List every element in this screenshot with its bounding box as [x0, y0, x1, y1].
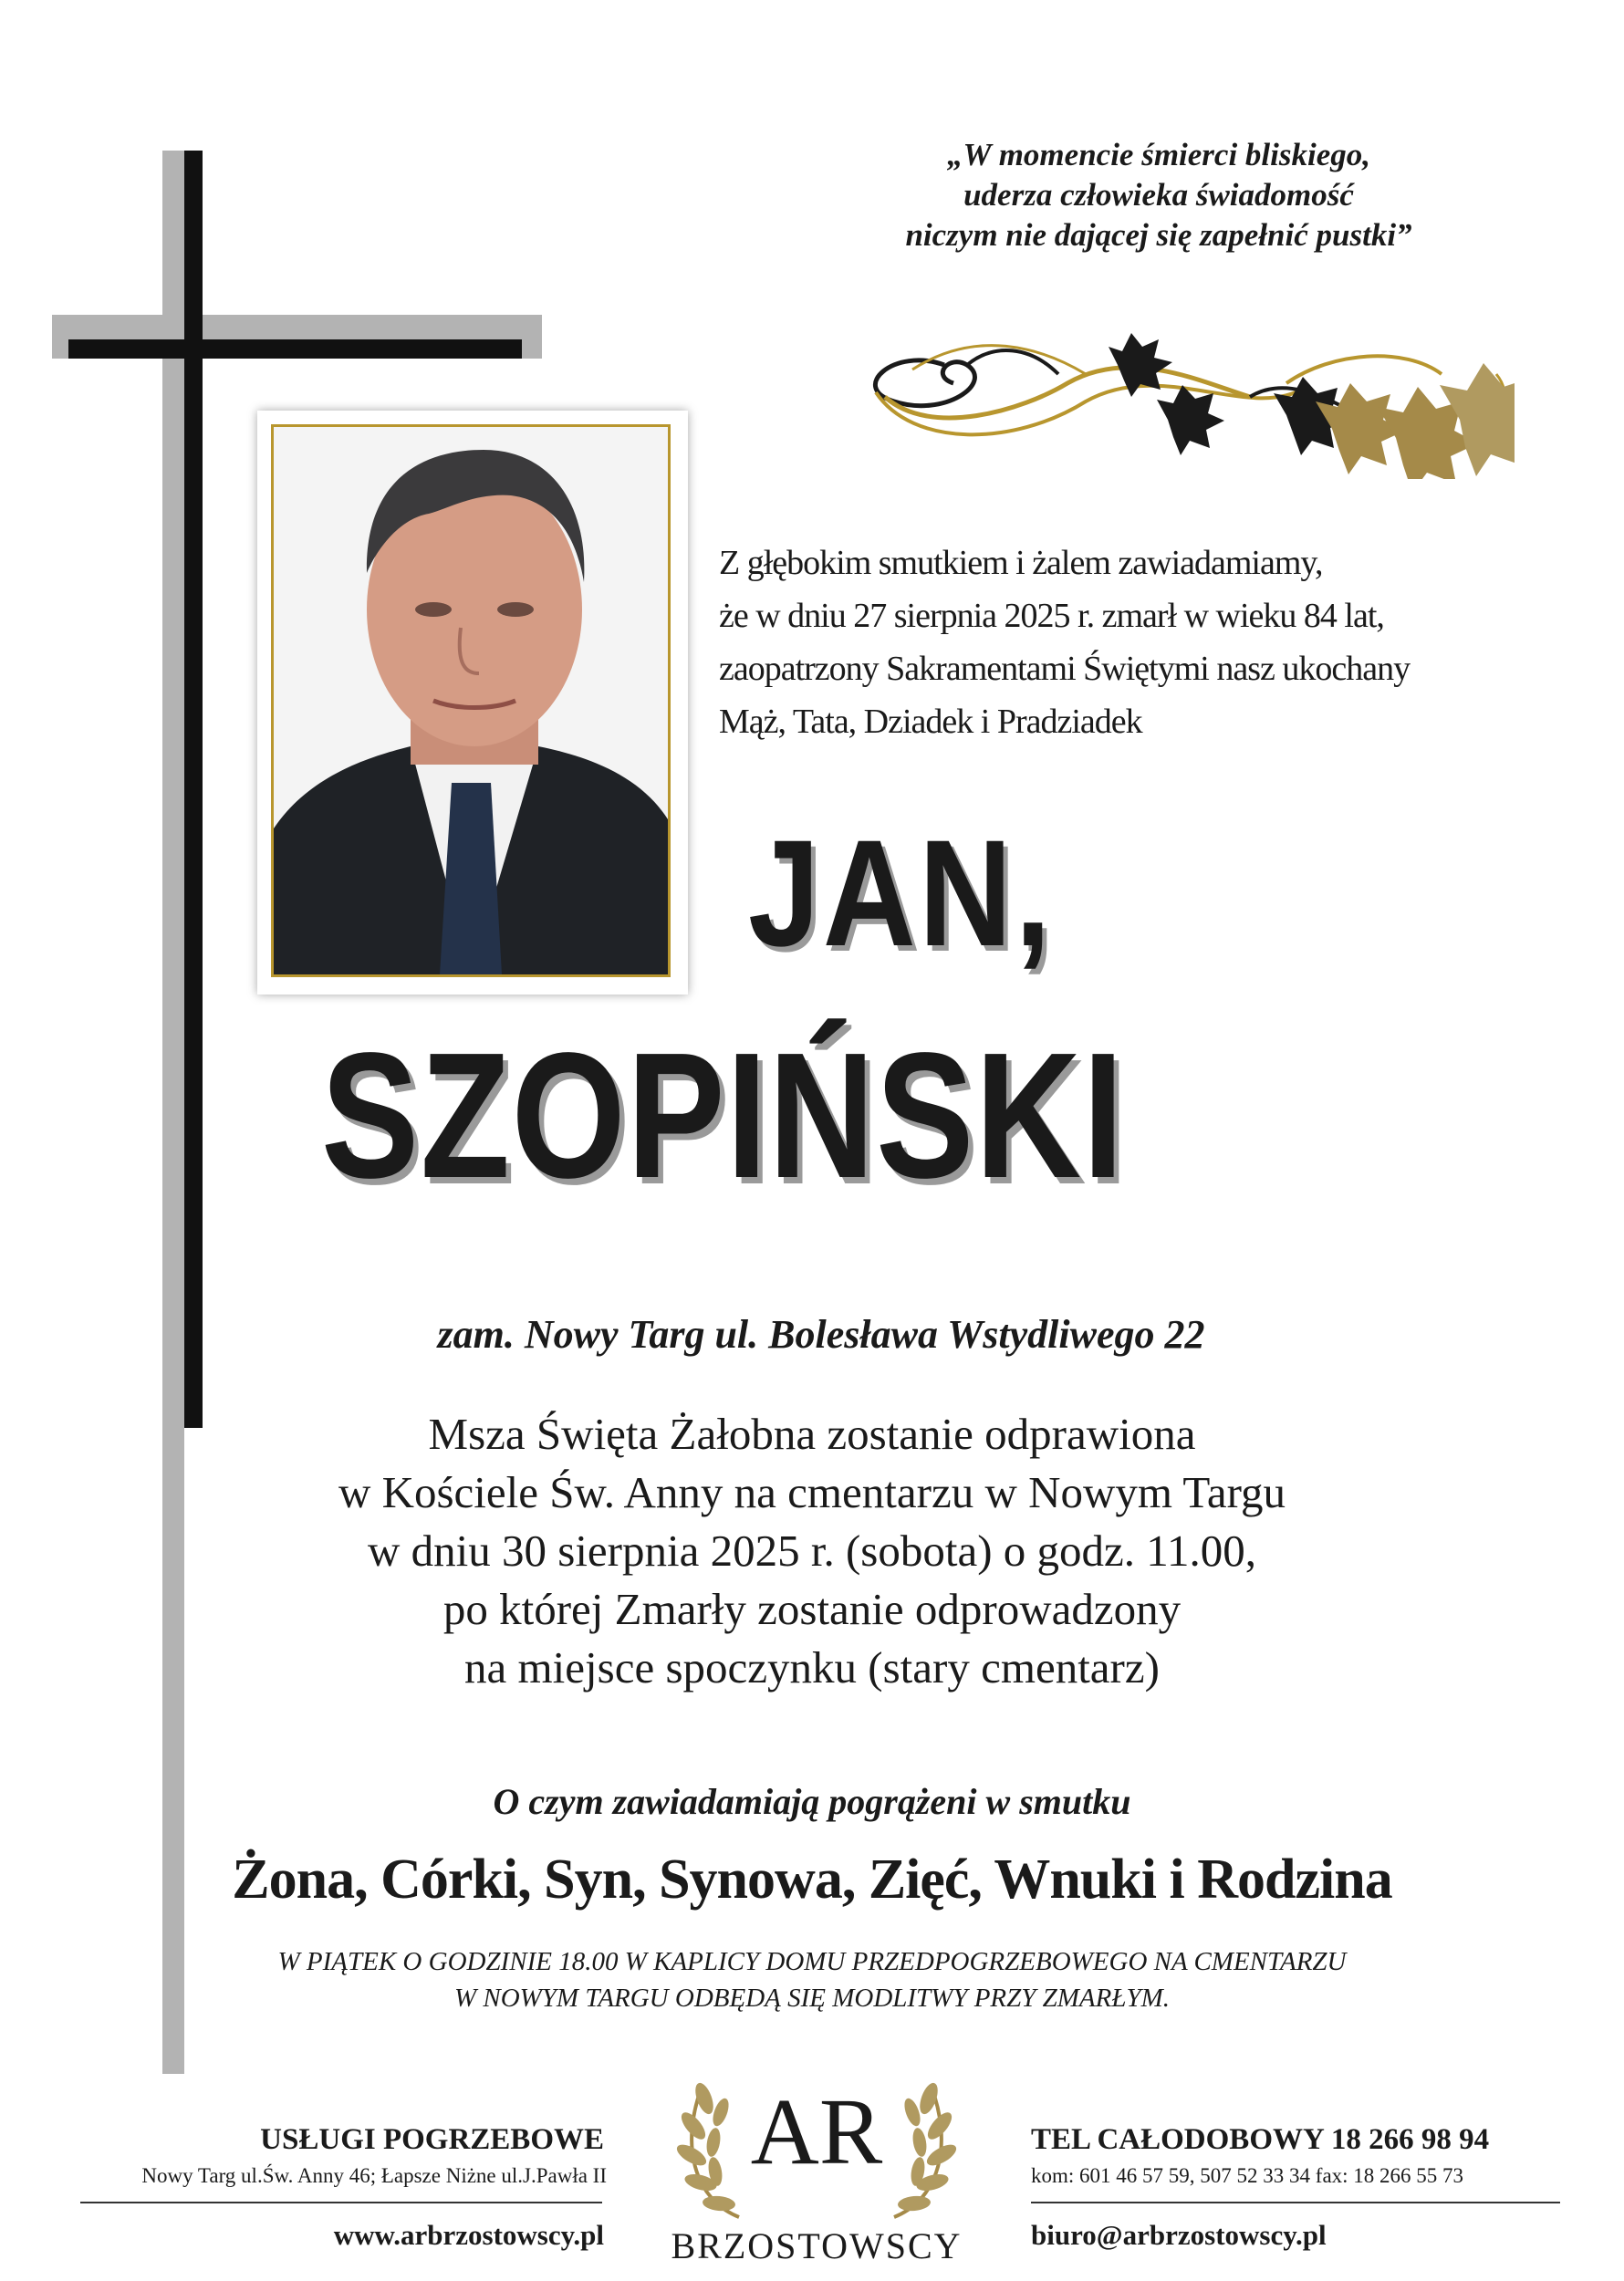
phone-title: TEL CAŁODOBOWY 18 266 98 94 — [1031, 2123, 1490, 2156]
mass-line: po której Zmarły zostanie odprowadzony — [442, 1584, 1182, 1634]
phone-details: kom: 601 46 57 59, 507 52 33 34 fax: 18 266 55 73 — [1031, 2164, 1464, 2187]
deceased-first-name: JAN, — [748, 809, 1055, 978]
logo-company-name: BRZOSTOWSCY — [671, 2225, 963, 2266]
deceased-address: zam. Nowy Targ ul. Bolesława Wstydliwego 22 — [437, 1312, 1205, 1357]
mourners-intro: O czym zawiadamiają pogrążeni w smutku — [493, 1781, 1131, 1822]
prayer-note — [0, 1943, 1624, 2016]
mass-line: w Kościele Św. Anny na cmentarzu w Nowym Targu — [338, 1467, 1286, 1517]
footer-divider-left — [80, 2202, 602, 2203]
deceased-last-name: SZOPIŃSKI — [321, 1016, 1125, 1215]
note-line: W PIĄTEK O GODZINIE 18.00 W KAPLICY DOMU PRZEDPOGRZEBOWEGO NA CMENTARZU — [277, 1947, 1347, 1976]
footer-divider-right — [1031, 2202, 1560, 2203]
quote-line: „W momencie śmierci bliskiego, — [946, 137, 1371, 172]
mass-line: na miejsce spoczynku (stary cmentarz) — [464, 1642, 1160, 1693]
announcement-line: zaopatrzony Sakramentami Świętymi nasz ukochany — [719, 650, 1411, 688]
note-line: W NOWYM TARGU ODBĘDĄ SIĘ MODLITWY PRZY ZMARŁYM. — [453, 1984, 1171, 2013]
cross-horizontal-bar — [68, 339, 522, 359]
announcement-line: Z głębokim smutkiem i żalem zawiadamiamy, — [719, 544, 1323, 582]
funeral-mass-details — [0, 1405, 1624, 1697]
quote-line: niczym nie dającej się zapełnić pustki” — [905, 217, 1412, 253]
quote-line: uderza człowieka świadomość — [963, 177, 1354, 213]
email-link[interactable]: biuro@arbrzostowscy.pl — [1031, 2219, 1327, 2251]
announcement-line: Mąż, Tata, Dziadek i Pradziadek — [719, 703, 1142, 741]
mass-line: w dniu 30 sierpnia 2025 r. (sobota) o godz. 11.00, — [368, 1526, 1256, 1576]
vine-ornament-icon — [858, 310, 1515, 479]
mourners-family: Żona, Córki, Syn, Synowa, Zięć, Wnuki i Rodzina — [232, 1849, 1392, 1911]
portrait-photo-frame — [257, 411, 688, 995]
portrait-photo — [271, 424, 671, 977]
website-link[interactable]: www.arbrzostowscy.pl — [333, 2219, 604, 2251]
announcement-text — [719, 536, 1540, 748]
logo-initials: AR — [750, 2079, 883, 2184]
funeral-service-address: Nowy Targ ul.Św. Anny 46; Łapsze Niżne ul.J.Pawła II — [141, 2164, 607, 2187]
funeral-service-title: USŁUGI POGRZEBOWE — [260, 2123, 604, 2156]
memorial-quote — [821, 135, 1496, 255]
mass-line: Msza Święta Żałobna zostanie odprawiona — [428, 1409, 1196, 1459]
announcement-line: że w dniu 27 sierpnia 2025 r. zmarł w wieku 84 lat, — [719, 597, 1384, 635]
